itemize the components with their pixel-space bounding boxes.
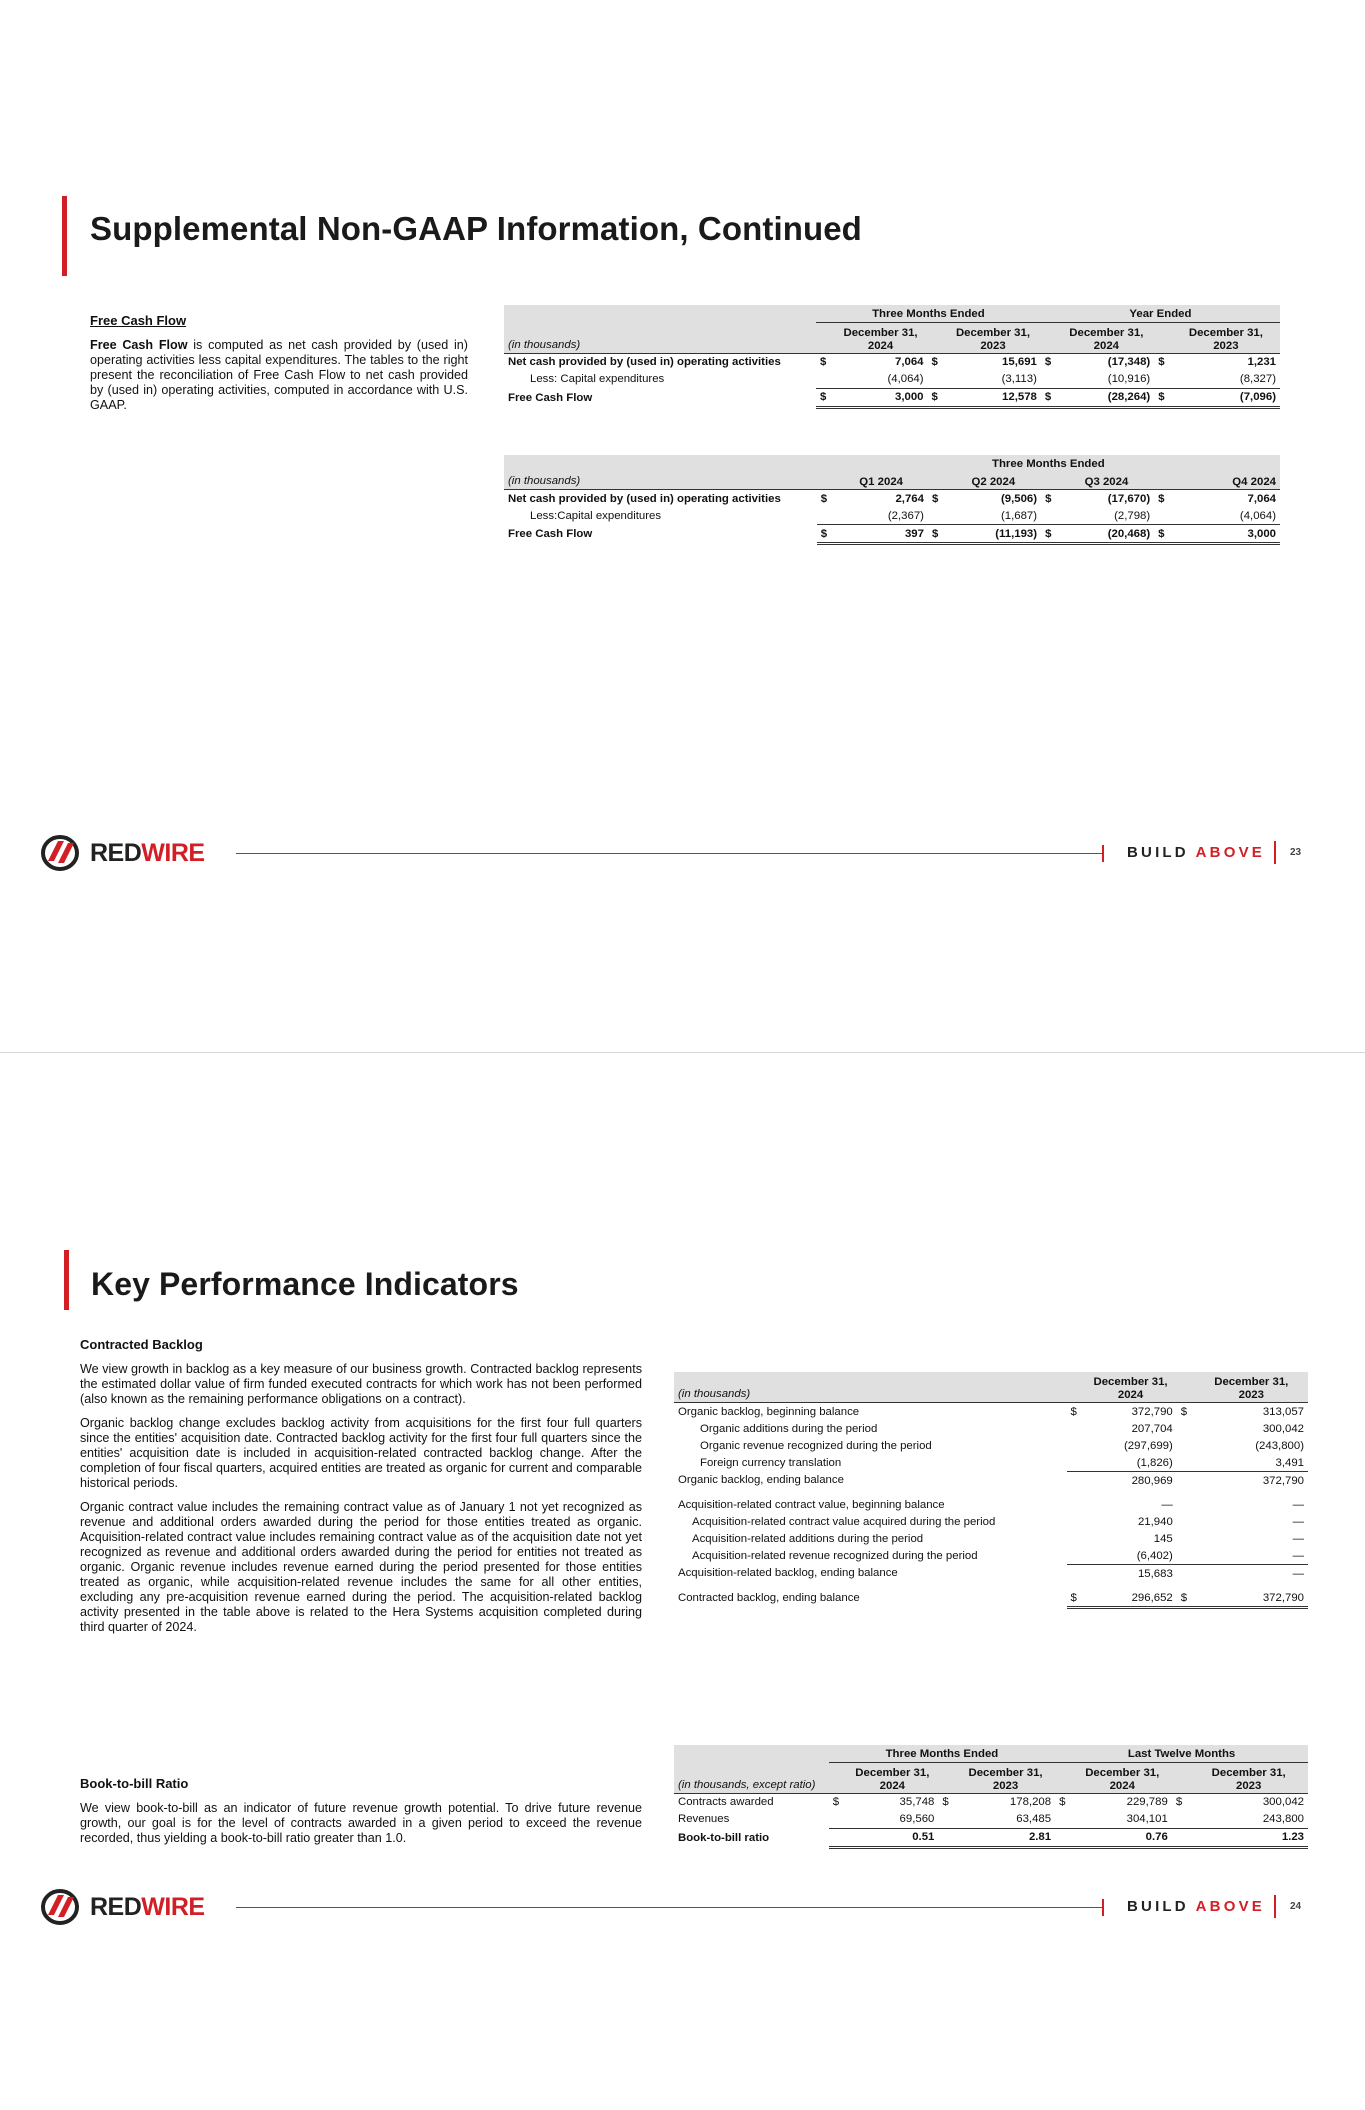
row-spacer — [674, 1582, 1308, 1589]
col-header: December 31, 2023 — [1195, 1372, 1308, 1403]
table-row: Free Cash Flow $ 397 $ (11,193) $ (20,468) $ 3,000 — [504, 525, 1280, 544]
col-header: December 31, 2024 — [834, 323, 928, 354]
table-row: Net cash provided by (used in) operating activities $ 2,764 $ (9,506) $ (17,670) $ 7,064 — [508, 492, 1276, 505]
col-header: December 31, 2024 — [1084, 1372, 1176, 1403]
slide-separator — [0, 1052, 1365, 1053]
tagline: BUILD ABOVE — [1127, 1898, 1265, 1915]
table-row: Less: Capital expenditures (4,064) (3,113) (10,916) (8,327) — [504, 371, 1280, 389]
table-row: Organic additions during the period 207,704 300,042 — [700, 1422, 1304, 1435]
title-accent-bar — [64, 1250, 69, 1310]
title-accent-bar — [62, 196, 67, 276]
redwire-logo-icon — [40, 835, 84, 871]
page-number: 23 — [1290, 847, 1302, 858]
col-header: December 31, 2023 — [1172, 323, 1280, 354]
footer-rule — [236, 853, 1102, 854]
backlog-table-body — [674, 1403, 1308, 1608]
col-header: December 31, 2024 — [1058, 323, 1154, 354]
col-header: December 31, 2024 — [1073, 1763, 1172, 1794]
btb-paragraph: We view book-to-bill as an indicator of future revenue growth potential. To drive future revenue growth, our goal is for the level of contracts awarded in a given period to exceed the revenue recorded, thus yielding a book-to-bill ratio greater than 1.0. — [80, 1801, 642, 1845]
table-row: Foreign currency translation (1,826) 3,491 — [674, 1454, 1308, 1472]
fcf-heading: Free Cash Flow — [90, 313, 187, 328]
backlog-heading: Contracted Backlog — [80, 1337, 203, 1352]
col-header: December 31, 2023 — [1189, 1763, 1308, 1794]
footer-tick — [1102, 1899, 1104, 1916]
page-title: Key Performance Indicators — [91, 1266, 519, 1302]
backlog-paragraph: Organic backlog change excludes backlog activity from acquisitions for the first four full quarters since the entities' acquisition date. Contracted backlog activity for the first four full quarters since the entities' acquisition date is included in acquisition-related contracted backlog change. After the completion of four fiscal quarters, acquired entities are treated as organic for current and comparable historical periods. — [80, 1416, 642, 1490]
table-row: Contracted backlog, ending balance $ 296,652 $ 372,790 — [674, 1589, 1308, 1608]
fcf-table-period — [504, 305, 1280, 409]
group-year-ended: Year Ended — [1041, 305, 1280, 323]
table-row: Book-to-bill ratio 0.51 2.81 0.76 1.23 — [674, 1828, 1308, 1847]
backlog-description — [80, 1337, 642, 1644]
redwire-logo-icon — [40, 1889, 84, 1925]
fcf-text: is computed as net cash provided by (used in) operating activities less capital expenditures. The tables to the right present the reconciliation of Free Cash Flow to net cash provided by (used in) operating activities, computed in accordance with U.S. GAAP. — [90, 338, 468, 412]
col-header: Q4 2024 — [1172, 472, 1280, 490]
btb-description — [80, 1776, 642, 1855]
slide-footer — [0, 833, 1365, 873]
footer-divider — [1274, 841, 1276, 864]
table-row: Net cash provided by (used in) operating activities $ 7,064 $ 15,691 $ (17,348) $ 1,231 — [508, 356, 1276, 368]
slide-23 — [0, 0, 1365, 1050]
table-row: Revenues 69,560 63,485 304,101 243,800 — [674, 1811, 1308, 1829]
page-number: 24 — [1290, 1901, 1302, 1912]
unit-label: (in thousands, except ratio) — [674, 1763, 829, 1794]
backlog-table — [674, 1372, 1308, 1609]
col-header: December 31, 2023 — [956, 1763, 1055, 1794]
group-three-months: Three Months Ended — [829, 1745, 1055, 1763]
fcf-description — [90, 313, 468, 422]
page-title: Supplemental Non-GAAP Information, Continued — [90, 210, 862, 247]
book-to-bill-table — [674, 1745, 1308, 1849]
table-row: Free Cash Flow $ 3,000 $ 12,578 $ (28,264) $ (7,096) — [504, 388, 1280, 407]
tagline: BUILD ABOVE — [1127, 844, 1265, 861]
group-three-months: Three Months Ended — [816, 305, 1041, 323]
table-row: Acquisition-related additions during the period 145 — — [692, 1532, 1304, 1545]
brand-wordmark: REDWIRE — [90, 1893, 205, 1921]
slide-footer — [0, 1887, 1365, 1927]
row-spacer — [674, 1489, 1308, 1496]
col-header: Q2 2024 — [946, 472, 1041, 490]
slide-24 — [0, 1055, 1365, 2110]
group-three-months: Three Months Ended — [817, 455, 1280, 472]
col-header: Q1 2024 — [834, 472, 928, 490]
table-row: Organic backlog, beginning balance $ 372,790 $ 313,057 — [678, 1405, 1304, 1418]
unit-label: (in thousands) — [504, 472, 817, 490]
table-row: Contracts awarded $ 35,748 $ 178,208 $ 229,789 $ 300,042 — [678, 1796, 1304, 1808]
table-row: Organic backlog, ending balance 280,969 372,790 — [678, 1474, 1304, 1487]
footer-rule — [236, 1907, 1102, 1908]
footer-tick — [1102, 845, 1104, 862]
table-row: Organic revenue recognized during the period (297,699) (243,800) — [700, 1439, 1304, 1452]
col-header: December 31, 2024 — [846, 1763, 938, 1794]
fcf-term: Free Cash Flow — [90, 338, 188, 352]
table-row: Acquisition-related backlog, ending balance 15,683 — — [678, 1567, 1304, 1580]
table-row: Acquisition-related contract value, beginning balance — — — [678, 1498, 1304, 1511]
col-header: December 31, 2023 — [945, 323, 1041, 354]
unit-label: (in thousands) — [504, 323, 816, 354]
unit-label: (in thousands) — [674, 1372, 1067, 1403]
table-row: Acquisition-related contract value acquired during the period 21,940 — — [692, 1515, 1304, 1528]
fcf-table-quarterly — [504, 455, 1280, 545]
brand-wordmark: REDWIRE — [90, 839, 205, 867]
col-header: Q3 2024 — [1059, 472, 1154, 490]
footer-divider — [1274, 1895, 1276, 1918]
btb-heading: Book-to-bill Ratio — [80, 1776, 189, 1791]
backlog-paragraph: Organic contract value includes the remaining contract value as of January 1 not yet recognized as revenue and additional orders awarded during the period for those entities treated as organic. Acquisition-related contract value includes remaining contract value as of the acquisition date not yet recognized as revenue and additional orders awarded during the period for entities not treated as organic. Organic revenue includes revenue earned during the period presented for those entities treated as organic, while acquisition-related revenue includes the same for all other entities, excluding any pre-acquisition revenue earned during the period. The acquisition-related backlog activity presented in the table above is related to the Hera Systems acquisition completed during third quarter of 2024. — [80, 1500, 642, 1634]
table-row: Acquisition-related revenue recognized during the period (6,402) — — [674, 1547, 1308, 1565]
table-row: Less:Capital expenditures (2,367) (1,687) (2,798) (4,064) — [504, 507, 1280, 525]
backlog-paragraph: We view growth in backlog as a key measure of our business growth. Contracted backlog represents the estimated dollar value of firm funded executed contracts for which work has not been performed (also known as the remaining performance obligations on a contract). — [80, 1362, 642, 1406]
group-last-twelve-months: Last Twelve Months — [1055, 1745, 1308, 1763]
